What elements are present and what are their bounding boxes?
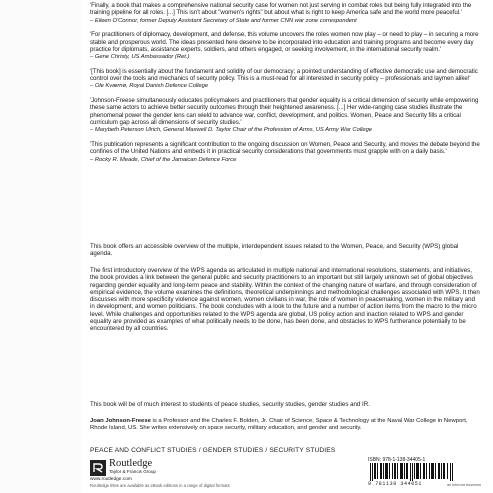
subject-categories: PEACE AND CONFLICT STUDIES / GENDER STUDIES / SECURITY STUDIES — [90, 447, 336, 454]
quote-text: 'Finally, a book that makes a comprehensive national security case for women not just serving in combat roles but being fully integrated into the training pipeline for all roles. [...] This isn't about "women's rights" but about what is right to keep America safe and the world more peaceful.' — [90, 2, 472, 17]
description-body: The first introductory overview of the WPS agenda as articulated in multiple national and international resolutions, statements, and initiatives, the book provides a link between the general public and security practitioners to an important but still largely unknown set of global objectives regarding gender equality and long-term peace and stability. Within the context of the changing nature of warfare, and through consideration of empirical evidence, the volume examines the definitions, theoretical underpinnings and methodological challenges associated with WPS. It then discusses with more specificity violence against women, women civilians in war, the role of women in peacemaking, women in the military and in development, and women politicians. The book concludes with a look to the future and a number of action items from the macro to the micro level. While challenges and opportunities related to the WPS agenda are global, US policy action and inaction related to WPS and gender equality are provided as examples of what politically needs to be done, has been done, and obstacles to WPS furtherance potentially to be encountered by all countries. — [90, 267, 480, 333]
ebook-footnote: Routledge titles are available as eBook editions in a range of digital formats — [90, 483, 230, 488]
description-intro: This book offers an accessible overview of the multiple, interdependent issues related to the Women, Peace, and Security (WPS) global agenda. — [90, 243, 459, 258]
publisher-group: Taylor & Francis Group — [109, 469, 156, 474]
quote-attribution: – Ole Kværnø, Royal Danish Defence College — [90, 83, 209, 90]
publisher-url[interactable]: www.routledge.com — [90, 477, 132, 482]
quote-attribution: – Eileen O'Connor, former Deputy Assistant Secretary of State and former CNN war zone correspondent — [90, 17, 357, 24]
endorsement-quote — [90, 68, 481, 91]
quote-text: 'For practitioners of diplomacy, development, and defense, this volume uncovers the roles women now play – or need to play – in securing a more stable and prosperous world. The ideas presented here deserve to be incorporated into education and training programs and become every day practice for diplomats, assistance experts, soldiers, and others engaged, or seeking involvement, in the international security realm.' — [90, 31, 479, 53]
publisher-name: Routledge — [109, 458, 153, 469]
quote-text: '[This book] is essentially about the fundament and solidity of our democracy; a pointed understanding of effective democratic use and democratic control over the tools and mechanics of security policy. This is a must-read for all interested in security policy – professionals and laymen alike!' — [90, 67, 478, 83]
isbn-label: ISBN: 978-1-138-34405-1 — [368, 457, 426, 463]
author-bio-text: is a Professor and the Charles F. Bolden, Jr. Chair of Science, Space & Technology at the Naval War College in Newport, Rhode Island, US. She writes extensively on space security, military education, and gender and security. — [90, 418, 468, 431]
endorsement-quote — [90, 2, 481, 25]
author-name: Joan Johnson-Freese — [90, 418, 151, 424]
barcode-digits: 9 781138 344051 — [368, 481, 423, 487]
description-interest: This book will be of much interest to students of peace studies, security studies, gender studies and IR. — [90, 401, 370, 408]
isbn-block — [368, 457, 481, 487]
quote-text: 'This publication represents a significant contribution to the ongoing discussion on Women, Peace and Security, and moves the debate beyond the confines of the United Nations and embeds it in practical security considerations that governments must grapple with on a daily basis.' — [90, 141, 480, 156]
informa-business-tag: an informa business — [447, 483, 481, 487]
author-bio — [90, 418, 481, 432]
quote-attribution: – Gene Christy, US Ambassador (Ret.) — [90, 54, 190, 61]
routledge-logo-icon — [90, 460, 106, 476]
endorsement-quote — [90, 141, 481, 164]
quote-attribution: – Marybeth Peterson Ulrich, General Maxwell D. Taylor Chair of the Profession of Arms, US Army War College — [90, 127, 373, 134]
barcode-icon — [368, 463, 458, 481]
endorsement-quotes — [90, 2, 481, 170]
quote-attribution: – Rocky R. Meade, Chief of the Jamaican Defence Force — [90, 156, 237, 163]
quote-text: 'Johnson-Freese simultaneously educates policymakers and practitioners that gender equality is a critical dimension of security while empowering these same actors to achieve better security outcomes through their heightened awareness. [...] Her wide-ranging case studies illustrate the phenomenal power the gender lens can wield to advance war, conflict, development, and politics. Women, Peace and Security fills a critical curriculum gap across all dimensions of security studies.' — [90, 97, 479, 127]
endorsement-quote — [90, 97, 481, 134]
endorsement-quote — [90, 31, 481, 61]
